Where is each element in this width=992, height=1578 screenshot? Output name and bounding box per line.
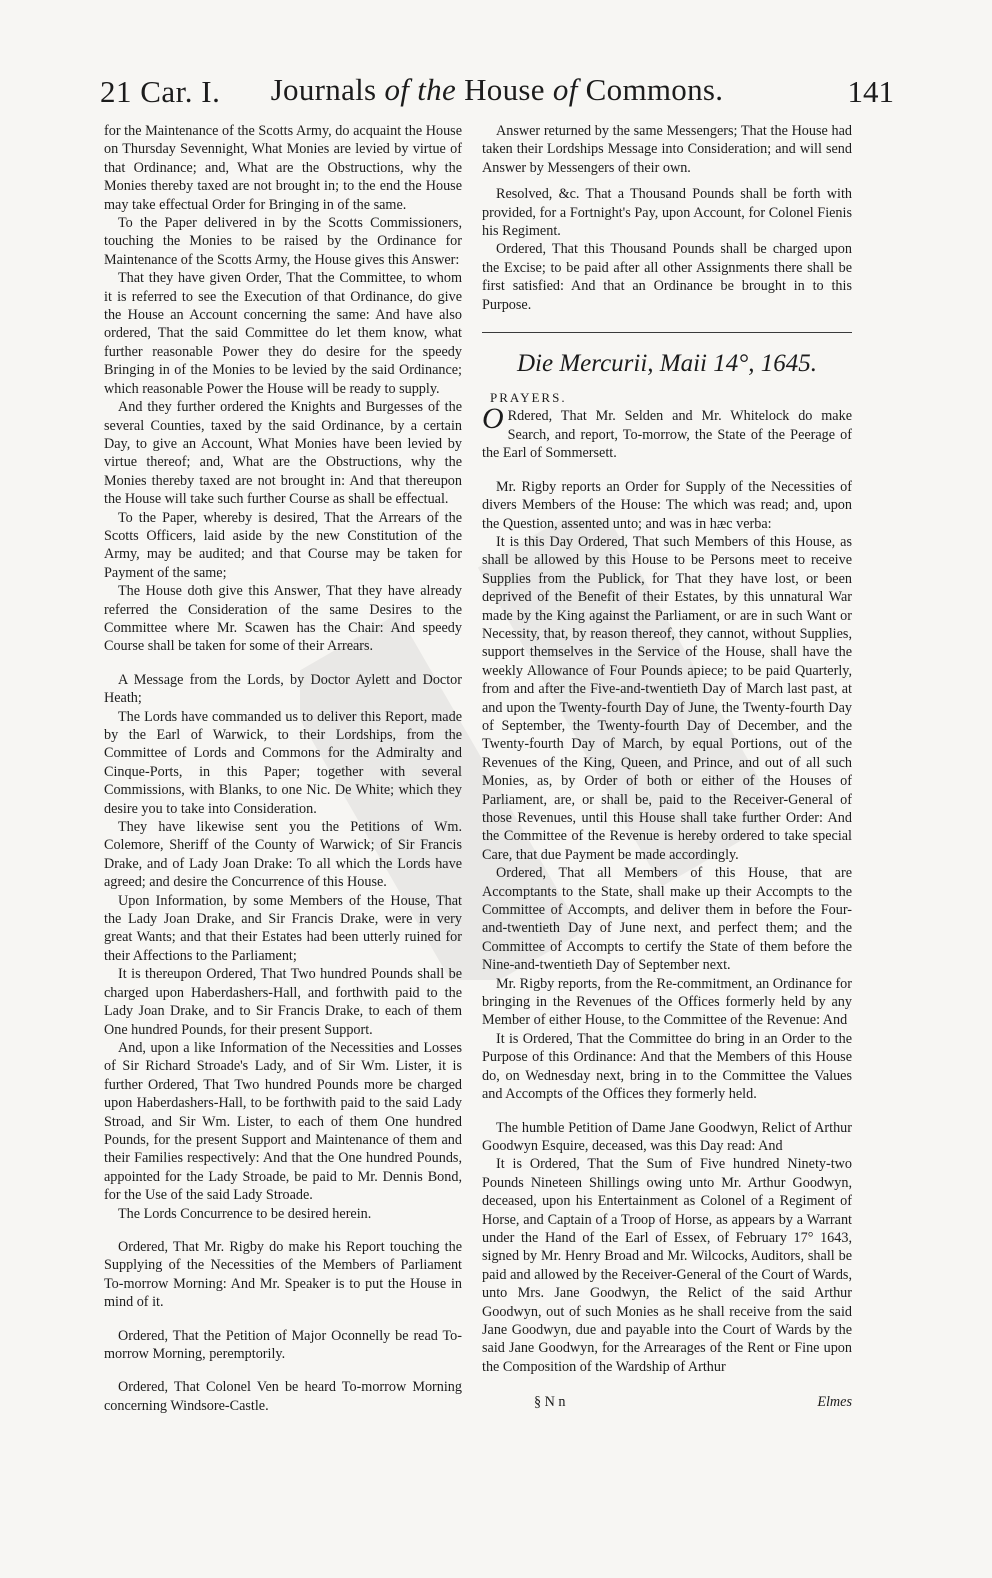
paragraph: They have likewise sent you the Petitions of Wm. Colemore, Sheriff of the County of Warwick; of Sir Francis Drake, and of Lady Joan Drake: To all which the Lords have agreed; and desire the Concurrence of this House. (104, 819, 462, 891)
running-title-word: of (384, 72, 410, 107)
drop-cap: O (482, 402, 504, 436)
paragraph: Mr. Rigby reports an Order for Supply of the Necessities of divers Members of the House: The which was read; and, upon the Question, assented unto; and was in hæc verba: (482, 478, 852, 532)
paragraph: It is thereupon Ordered, That Two hundred Pounds shall be charged upon Haberdashers-Hall, and forthwith paid to the Lady Joan Drake, and to Sir Francis Drake, to each of them One hundred Pounds, for their present Support. (104, 966, 462, 1038)
paragraph: It is Ordered, That the Sum of Five hundred Ninety-two Pounds Nineteen Shillings owing unto Mr. Arthur Goodwyn, deceased, upon his Entertainment as Colonel of a Regiment of Horse, and Captain of a Troop of Horse, as appears by a Warrant under the Hand of the Earl of Essex, of February 17° 1643, signed by Mr. Henry Broad and Mr. Wilcocks, Auditors, shall be paid and allowed by the Receiver-General of the Court of Wards, unto Mrs. Jane Goodwyn, the Relict of the said Arthur Goodwyn, out of such Monies as he shall receive from the said Jane Goodwyn, due and payable into the Court of Wards by the said Jane Goodwyn, for the Arrearages of the Rent or Fine upon the Composition of the Wardship of Arthur (482, 1156, 852, 1375)
paragraph: It is this Day Ordered, That such Members of this House, as shall be allowed by this House to be Persons meet to receive Supplies from the Publick, for That they have lost, or been deprived of the Benefit of their Estates, by this unnatural War made by the King against the Parliament, or are in such Want or Necessity, that, by reason thereof, they cannot, without Supplies, support themselves in the Service of the House, shall have the weekly Allowance of Four Pounds apiece; to be paid Quarterly, from and after the Five-and-twentieth Day of March last past, at and upon the Twenty-fourth Day of June, the Twenty-fourth Day of September, the Twenty-fourth Day of December, and the Twenty-fourth Day of March, by equal Portions, out of the Revenues of the King, Queen, and Prince, and out of all such Monies, as, by Order of both or either of the Houses of Parliament, are, or shall be, paid to the Receiver-General of those Revenues, until this House shall take further Order: And the Committee of the Revenue is hereby ordered to take special Care, that due Payment be made accordingly. (482, 533, 852, 863)
paragraph: It is Ordered, That the Committee do bring in an Order to the Purpose of this Ordinance: And that the Members of this House do, on Wednesday next, bring in to the Committee the Values and Accompts of the Offices they formerly held. (482, 1030, 852, 1103)
paragraph: Ordered, That Mr. Rigby do make his Report touching the Supplying of the Necessities of the Members of Parliament To-morrow Morning: And Mr. Speaker is to put the House in mind of it. (104, 1238, 462, 1311)
paragraph-text: Rdered, That Mr. Selden and Mr. Whitelock do make Search, and report, To-morrow, the State of the Peerage of the Earl of Sommersett. (482, 408, 852, 462)
paragraph: That they have given Order, That the Committee, to whom it is referred to see the Execution of that Ordinance, do give the House an Account concerning the same: And have also ordered, That the said Committee do let them know, what further reasonable Power they do desire for the speedy Bringing in of the Monies to be levied by the said Ordinance; which reasonable Power the House will be ready to supply. (104, 270, 462, 397)
paragraph: for the Maintenance of the Scotts Army, do acquaint the House on Thursday Sevennight, What Monies are levied by virtue of that Ordinance; and, What are the Obstructions, why the Monies thereby taxed are not brought in; to the end the House may take effectual Order for Bringing in of the same. (104, 123, 462, 213)
paragraph: Resolved, &c. That a Thousand Pounds shall be forth with provided, for a Fortnight's Pay, upon Account, for Colonel Fienis his Regiment. (482, 186, 852, 240)
running-title (100, 72, 894, 108)
running-title-word: Journals (270, 72, 377, 107)
day-heading: Die Mercurii, Maii 14°, 1645. (517, 350, 817, 378)
page-header (100, 70, 894, 114)
paragraph: To the Paper delivered in by the Scotts Commissioners, touching the Monies to be raised by the Ordinance for Maintenance of the Scotts Army, the House gives this Answer: (104, 215, 462, 268)
paragraph (482, 402, 852, 462)
paragraph: A Message from the Lords, by Doctor Aylett and Doctor Heath; (104, 671, 462, 707)
regnal-year: 21 Car. I. (100, 74, 221, 109)
paragraph: Answer returned by the same Messengers; That the House had taken their Lordships Message into Consideration; and will send Answer by Messengers of their own. (482, 123, 852, 176)
section-divider (482, 332, 852, 333)
page-number: 141 (847, 74, 894, 109)
paragraph: The humble Petition of Dame Jane Goodwyn, Relict of Arthur Goodwyn Esquire, deceased, was this Day read: And (482, 1119, 852, 1154)
running-title-word: the (417, 72, 457, 107)
catchword: Elmes (817, 1394, 852, 1410)
paragraph: The Lords Concurrence to be desired herein. (118, 1205, 372, 1222)
running-title-word: of (552, 72, 578, 107)
paragraph: Ordered, That Colonel Ven be heard To-morrow Morning concerning Windsore-Castle. (104, 1379, 462, 1414)
running-title-word: Commons. (585, 72, 724, 107)
running-title-word: House (464, 72, 545, 107)
paragraph: Mr. Rigby reports, from the Re-commitment, an Ordinance for bringing in the Revenues of the Offices formerly held by any Member of either House, to the Committee of the Revenue: And (482, 975, 852, 1029)
paragraph: The House doth give this Answer, That they have already referred the Consideration of the same Desires to the Committee where Mr. Scawen has the Chair: And speedy Course shall be taken for some of their Arrears. (104, 583, 462, 655)
signature-mark: § N n (534, 1394, 566, 1410)
right-column (482, 122, 852, 1376)
prayers-heading: PRAYERS. (490, 390, 567, 406)
paragraph: To the Paper, whereby is desired, That the Arrears of the Scotts Officers, laid aside by the new Constitution of the Army, may be audited; and that Course may be taken for Payment of the same; (104, 509, 462, 581)
paragraph: Ordered, That all Members of this House, that are Accomptants to the State, shall make up their Accompts to the Committee of Accompts, and deliver them in before the Four-and-twentieth Day of June next, and perfect them; and the Committee of Accompts to certify the State of them before the Nine-and-twentieth Day of September next. (482, 865, 852, 974)
page-footer (482, 1394, 852, 1414)
paragraph: Ordered, That the Petition of Major Oconnelly be read To-morrow Morning, peremptorily. (104, 1327, 462, 1362)
paragraph: And they further ordered the Knights and Burgesses of the several Counties, taxed by the said Ordinance, by a certain Day, to give an Account, What Monies have been levied by virtue thereof; and, What are the Obstructions, why the Monies thereby taxed are not brought in: And that thereupon the House will take such further Course as shall be effectual. (104, 399, 462, 508)
paragraph: Ordered, That this Thousand Pounds shall be charged upon the Excise; to be paid after all other Assignments there shall be first satisfied: And that an Ordinance be brought in to this Purpose. (482, 241, 852, 313)
paragraph: The Lords have commanded us to deliver this Report, made by the Earl of Warwick, to their Lordships, from the Committee of Lords and Commons for the Admiralty and Cinque-Ports, in this Paper; together with several Commissions, with Blanks, to one Nic. De White; which they desire you to take into Consideration. (104, 708, 462, 817)
left-column (104, 122, 462, 1415)
paragraph: And, upon a like Information of the Necessities and Losses of Sir Richard Stroade's Lady, and of Sir Wm. Lister, it is further Ordered, That Two hundred Pounds more be charged upon Haberdashers-Hall, to be forthwith paid to the said Lady Stroad, and Sir Wm. Lister, to each of them One hundred Pounds, for the present Support and Maintenance of them and their Families respectively: And that the One hundred Pounds, appointed for the Lady Stroade, be paid to Mr. Dennis Bond, for the Use of the said Lady Stroade. (104, 1039, 462, 1204)
paragraph: Upon Information, by some Members of the House, That the Lady Joan Drake, and Sir Francis Drake, were in very great Wants; and that their Estates had been utterly ruined for their Affections to the Parliament; (104, 892, 462, 964)
